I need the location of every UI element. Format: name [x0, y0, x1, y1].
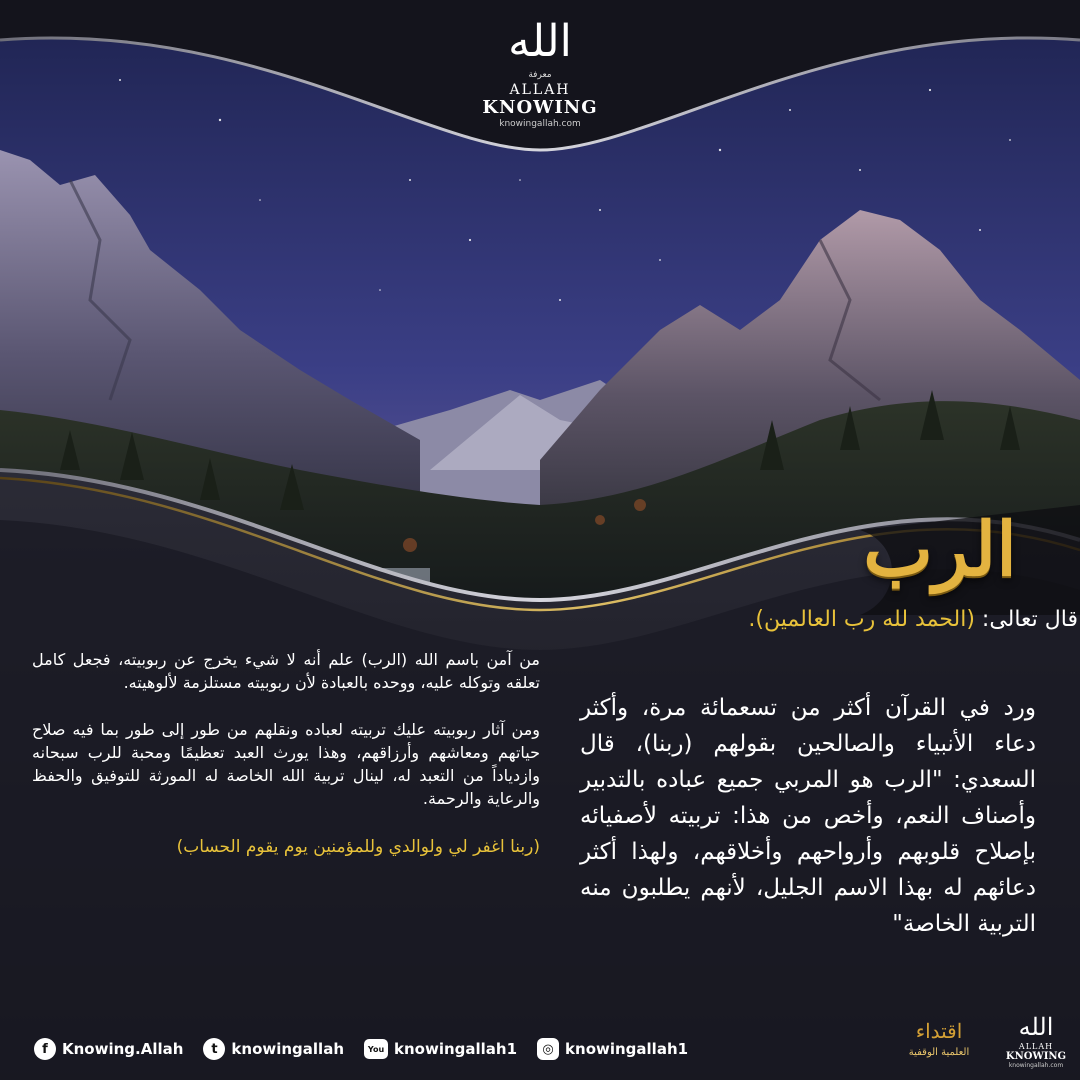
header-logo: [470, 14, 610, 144]
footer-logo-line1: ALLAH: [1018, 1042, 1054, 1051]
facebook-handle: Knowing.Allah: [62, 1040, 184, 1058]
dua-text: (ربنا اغفر لي ولوالدي وللمؤمنين يوم يقوم الحساب): [176, 837, 540, 857]
logo-name-line1: ALLAH: [509, 82, 571, 98]
left-column: [32, 648, 540, 998]
footer-logo: [1004, 1012, 1068, 1074]
social-footer: [34, 1034, 689, 1064]
youtube-icon: You: [364, 1039, 388, 1059]
youtube-handle: knowingallah1: [394, 1040, 518, 1058]
partner-logo: [884, 1016, 994, 1074]
youtube-link[interactable]: [364, 1039, 517, 1059]
verse-line: [590, 600, 1078, 640]
verse-lead: قال تعالى:: [981, 607, 1078, 632]
page-title: الرب: [863, 507, 1017, 593]
instagram-link[interactable]: [537, 1038, 688, 1060]
instagram-icon: ◎: [537, 1038, 559, 1060]
left-paragraph-1: من آمن باسم الله (الرب) علم أنه لا شيء يخرج عن ربوبيته، فجعل كامل تعلقه وتوكله عليه، ووحده بالعبادة لأن ربوبيته مستلزمة لألوهيته.: [32, 650, 540, 692]
left-paragraph-2: ومن آثار ربوبيته عليك تربيته لعباده ونقلهم من طور إلى طور بما فيه صلاح حياتهم ومعاشهم وأرزاقهم، وهذا يورث العبد تعظيمًا ومحبة للرب سبحانه وازدياداً من التعبد له، لينال تربية الله الخاصة له المورثة للتوفيق والحفظ والرعاية والرحمة.: [32, 720, 540, 808]
partner-name: اقتداء: [915, 1019, 963, 1043]
logo-name-line2: KNOWING: [482, 97, 598, 118]
facebook-link[interactable]: [34, 1038, 183, 1060]
twitter-link[interactable]: [203, 1038, 344, 1060]
footer-logo-line2: KNOWING: [1005, 1051, 1067, 1062]
verse-quote: (الحمد لله رب العالمين).: [748, 607, 975, 632]
footer-logo-calligraphy: الله: [1018, 1013, 1054, 1041]
twitter-icon: t: [203, 1038, 225, 1060]
facebook-icon: f: [34, 1038, 56, 1060]
logo-calligraphy: الله: [508, 16, 572, 67]
partner-caption: العلمية الوقفية: [908, 1047, 970, 1058]
logo-url: knowingallah.com: [499, 119, 581, 129]
logo-subtitle: معرفة: [528, 70, 552, 80]
right-paragraph: ورد في القرآن أكثر من تسعمائة مرة، وأكثر دعاء الأنبياء والصالحين بقولهم (ربنا)، قال السعدي: "الرب هو المربي جميع عباده بالتدبير وأصناف النعم، وأخص من هذا: تربيته لأصفيائه بإصلاح قلوبهم وأرواحهم وأخلاقهم، ولهذا أكثر دعائهم له بهذا الاسم الجليل، لأنهم يطلبون منه التربية الخاصة": [580, 695, 1036, 937]
instagram-handle: knowingallah1: [565, 1040, 689, 1058]
twitter-handle: knowingallah: [231, 1040, 345, 1058]
footer-logo-url: knowingallah.com: [1008, 1062, 1064, 1069]
